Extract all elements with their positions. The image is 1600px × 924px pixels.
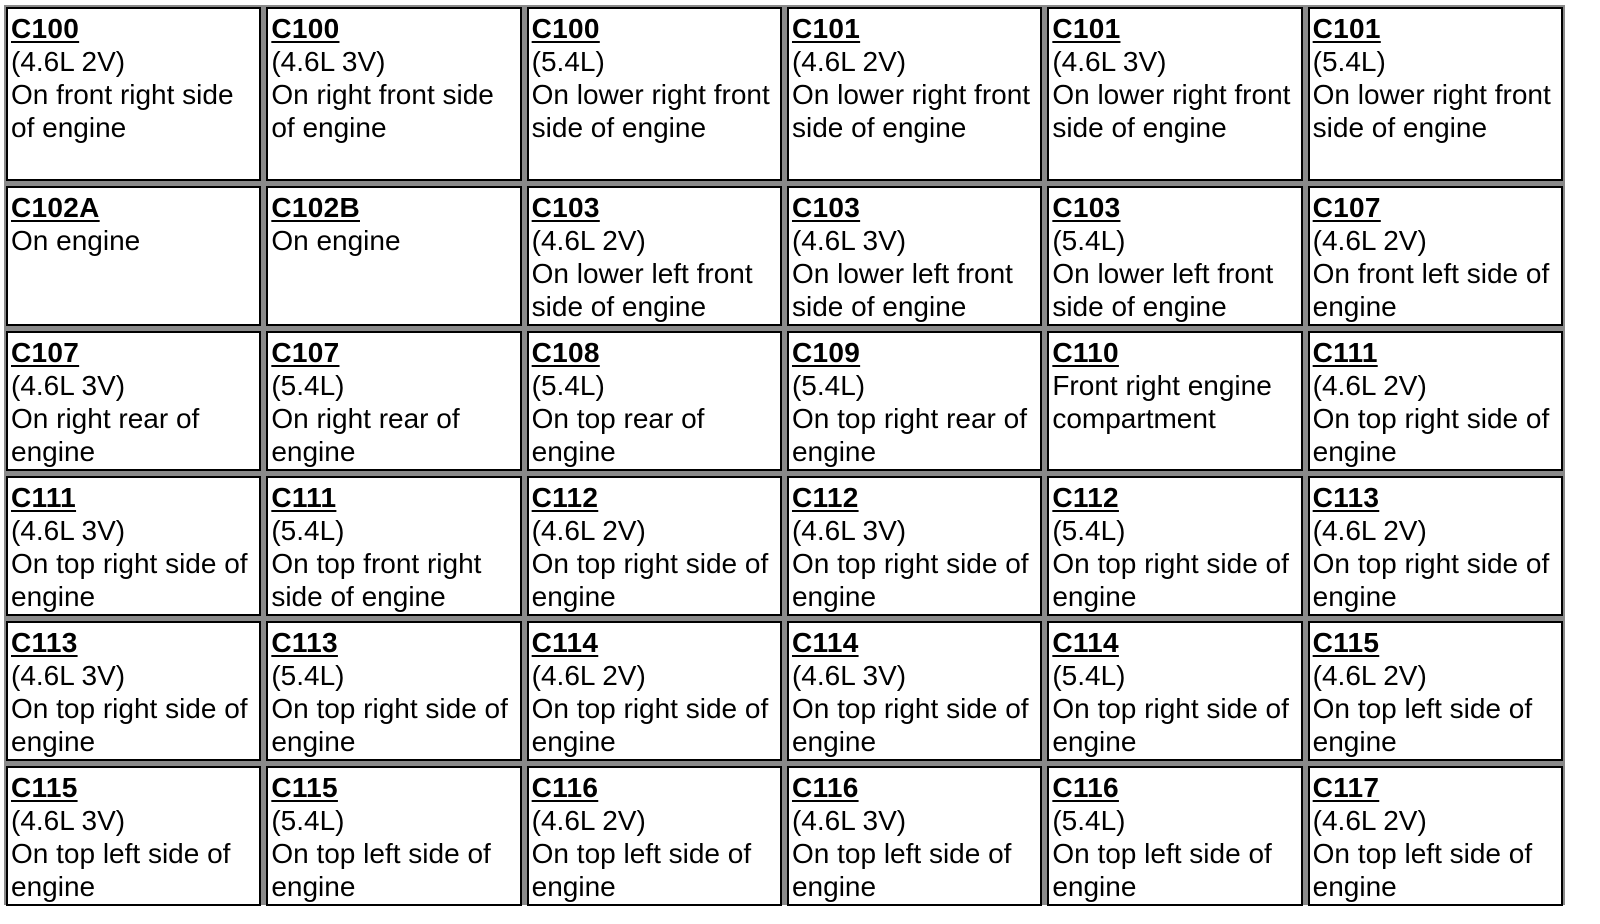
engine-variant: (4.6L 2V) bbox=[531, 660, 646, 691]
connector-code: C102B bbox=[271, 192, 360, 223]
connector-location: On top front right side of engine bbox=[271, 548, 482, 612]
connector-code: C115 bbox=[11, 772, 78, 803]
connector-cell bbox=[527, 766, 782, 906]
connector-location: On top right side of engine bbox=[1052, 548, 1289, 612]
connector-location: On top right side of engine bbox=[11, 693, 248, 757]
connector-location: On engine bbox=[271, 225, 401, 256]
connector-location: On front right side of engine bbox=[11, 79, 234, 143]
engine-variant: (4.6L 3V) bbox=[11, 370, 126, 401]
connector-cell bbox=[787, 621, 1042, 761]
connector-cell bbox=[266, 331, 521, 471]
connector-code: C111 bbox=[271, 482, 337, 513]
connector-cell bbox=[1047, 331, 1302, 471]
connector-cell bbox=[266, 476, 521, 616]
connector-code: C111 bbox=[1312, 337, 1378, 368]
connector-location: On front left side of engine bbox=[1312, 258, 1550, 322]
connector-code: C113 bbox=[271, 627, 338, 658]
connector-cell bbox=[266, 766, 521, 906]
connector-location: On right rear of engine bbox=[11, 403, 200, 467]
connector-cell bbox=[527, 331, 782, 471]
connector-location: On top right side of engine bbox=[791, 693, 1029, 757]
engine-variant: (5.4L) bbox=[1312, 46, 1386, 77]
connector-location: On engine bbox=[11, 225, 141, 256]
connector-code: C113 bbox=[11, 627, 78, 658]
connector-cell bbox=[787, 7, 1042, 181]
connector-code: C116 bbox=[531, 772, 599, 803]
connector-cell bbox=[6, 476, 261, 616]
connector-code: C115 bbox=[271, 772, 338, 803]
engine-variant: (5.4L) bbox=[271, 370, 345, 401]
connector-code: C107 bbox=[1312, 192, 1381, 223]
connector-location: On lower right front side of engine bbox=[531, 79, 770, 143]
connector-code: C112 bbox=[531, 482, 599, 513]
connector-cell bbox=[787, 186, 1042, 326]
connector-location: On top left side of engine bbox=[791, 838, 1012, 902]
connector-code: C102A bbox=[11, 192, 100, 223]
engine-variant: (4.6L 2V) bbox=[1312, 225, 1427, 256]
engine-variant: (5.4L) bbox=[531, 370, 605, 401]
connector-location: On top left side of engine bbox=[1052, 838, 1272, 902]
engine-variant: (4.6L 3V) bbox=[791, 515, 907, 546]
connector-location: On top left side of engine bbox=[531, 838, 752, 902]
connector-code: C103 bbox=[1052, 192, 1121, 223]
connector-cell bbox=[266, 7, 521, 181]
engine-variant: (4.6L 3V) bbox=[791, 225, 907, 256]
connector-cell bbox=[787, 766, 1042, 906]
connector-code: C112 bbox=[1052, 482, 1119, 513]
connector-location: On lower left front side of engine bbox=[791, 258, 1013, 322]
engine-variant: (4.6L 2V) bbox=[11, 46, 126, 77]
connector-cell bbox=[6, 621, 261, 761]
connector-location: On lower right front side of engine bbox=[1052, 79, 1291, 143]
engine-variant: (4.6L 2V) bbox=[1312, 370, 1427, 401]
engine-variant: (4.6L 3V) bbox=[791, 805, 907, 836]
connector-code: C109 bbox=[791, 337, 861, 368]
engine-variant: (4.6L 2V) bbox=[531, 515, 646, 546]
connector-code: C108 bbox=[531, 337, 600, 368]
connector-location: On top right side of engine bbox=[271, 693, 508, 757]
connector-code: C113 bbox=[1312, 482, 1380, 513]
connector-code: C114 bbox=[531, 627, 599, 658]
engine-variant: (4.6L 3V) bbox=[11, 660, 126, 691]
connector-location: On top rear of engine bbox=[531, 403, 705, 467]
connector-location: On right front side of engine bbox=[271, 79, 494, 143]
connector-code: C101 bbox=[1052, 13, 1121, 44]
connector-code: C116 bbox=[1052, 772, 1119, 803]
connector-location: On top left side of engine bbox=[11, 838, 231, 902]
connector-cell bbox=[1308, 476, 1563, 616]
connector-location: On top right side of engine bbox=[791, 548, 1029, 612]
connector-cell bbox=[787, 476, 1042, 616]
connector-code: C110 bbox=[1052, 337, 1119, 368]
connector-cell bbox=[1047, 621, 1302, 761]
connector-cell bbox=[1308, 186, 1563, 326]
connector-location-table bbox=[4, 5, 1565, 905]
connector-cell bbox=[266, 186, 521, 326]
connector-cell bbox=[6, 186, 261, 326]
connector-cell bbox=[1047, 7, 1302, 181]
connector-cell bbox=[1308, 331, 1563, 471]
connector-cell bbox=[527, 621, 782, 761]
connector-cell bbox=[6, 766, 261, 906]
connector-code: C116 bbox=[791, 772, 859, 803]
connector-cell bbox=[6, 331, 261, 471]
connector-location: On top left side of engine bbox=[1312, 838, 1533, 902]
connector-cell bbox=[527, 476, 782, 616]
engine-variant: (4.6L 2V) bbox=[531, 805, 646, 836]
engine-variant: (5.4L) bbox=[1052, 515, 1126, 546]
connector-cell bbox=[6, 7, 261, 181]
connector-code: C101 bbox=[791, 13, 861, 44]
connector-cell bbox=[527, 186, 782, 326]
engine-variant: (5.4L) bbox=[791, 370, 866, 401]
engine-variant: (4.6L 3V) bbox=[791, 660, 907, 691]
engine-variant: (4.6L 3V) bbox=[11, 515, 126, 546]
engine-variant: (5.4L) bbox=[531, 46, 605, 77]
connector-cell bbox=[1047, 766, 1302, 906]
connector-cell bbox=[787, 331, 1042, 471]
connector-code: C111 bbox=[11, 482, 77, 513]
connector-location: On top right side of engine bbox=[1312, 548, 1550, 612]
connector-cell bbox=[1308, 7, 1563, 181]
engine-variant: (5.4L) bbox=[1052, 660, 1126, 691]
connector-location: On lower left front side of engine bbox=[531, 258, 753, 322]
connector-code: C114 bbox=[1052, 627, 1119, 658]
engine-variant: (4.6L 2V) bbox=[1312, 660, 1427, 691]
engine-variant: (4.6L 3V) bbox=[271, 46, 386, 77]
connector-location: On right rear of engine bbox=[271, 403, 460, 467]
connector-code: C107 bbox=[11, 337, 80, 368]
connector-grid bbox=[6, 7, 1563, 903]
connector-cell bbox=[1047, 186, 1302, 326]
connector-location: On top right side of engine bbox=[531, 548, 769, 612]
engine-variant: (5.4L) bbox=[271, 805, 345, 836]
connector-code: C112 bbox=[791, 482, 859, 513]
connector-code: C100 bbox=[11, 13, 80, 44]
connector-code: C114 bbox=[791, 627, 859, 658]
engine-variant: (5.4L) bbox=[1052, 805, 1126, 836]
connector-location: On top right side of engine bbox=[531, 693, 769, 757]
connector-cell bbox=[266, 621, 521, 761]
connector-cell bbox=[1308, 621, 1563, 761]
connector-location: On top right rear of engine bbox=[791, 403, 1027, 467]
engine-variant: (5.4L) bbox=[271, 515, 345, 546]
connector-cell bbox=[527, 7, 782, 181]
engine-variant: (4.6L 2V) bbox=[791, 46, 907, 77]
connector-cell bbox=[1308, 766, 1563, 906]
connector-code: C100 bbox=[531, 13, 600, 44]
connector-location: On top right side of engine bbox=[11, 548, 248, 612]
connector-code: C103 bbox=[791, 192, 861, 223]
connector-location: On lower right front side of engine bbox=[1312, 79, 1551, 143]
connector-location: On top right side of engine bbox=[1312, 403, 1550, 467]
connector-location: On top right side of engine bbox=[1052, 693, 1289, 757]
connector-code: C115 bbox=[1312, 627, 1380, 658]
connector-location: Front right engine compartment bbox=[1052, 370, 1272, 434]
connector-location: On top left side of engine bbox=[271, 838, 491, 902]
connector-code: C103 bbox=[531, 192, 600, 223]
connector-cell bbox=[1047, 476, 1302, 616]
connector-code: C117 bbox=[1312, 772, 1380, 803]
connector-location: On lower left front side of engine bbox=[1052, 258, 1274, 322]
engine-variant: (5.4L) bbox=[271, 660, 345, 691]
connector-code: C107 bbox=[271, 337, 340, 368]
connector-location: On top left side of engine bbox=[1312, 693, 1533, 757]
engine-variant: (4.6L 2V) bbox=[1312, 805, 1427, 836]
engine-variant: (4.6L 2V) bbox=[531, 225, 646, 256]
engine-variant: (4.6L 3V) bbox=[1052, 46, 1167, 77]
engine-variant: (4.6L 3V) bbox=[11, 805, 126, 836]
connector-location: On lower right front side of engine bbox=[791, 79, 1031, 143]
engine-variant: (5.4L) bbox=[1052, 225, 1126, 256]
connector-code: C100 bbox=[271, 13, 340, 44]
connector-code: C101 bbox=[1312, 13, 1381, 44]
engine-variant: (4.6L 2V) bbox=[1312, 515, 1427, 546]
